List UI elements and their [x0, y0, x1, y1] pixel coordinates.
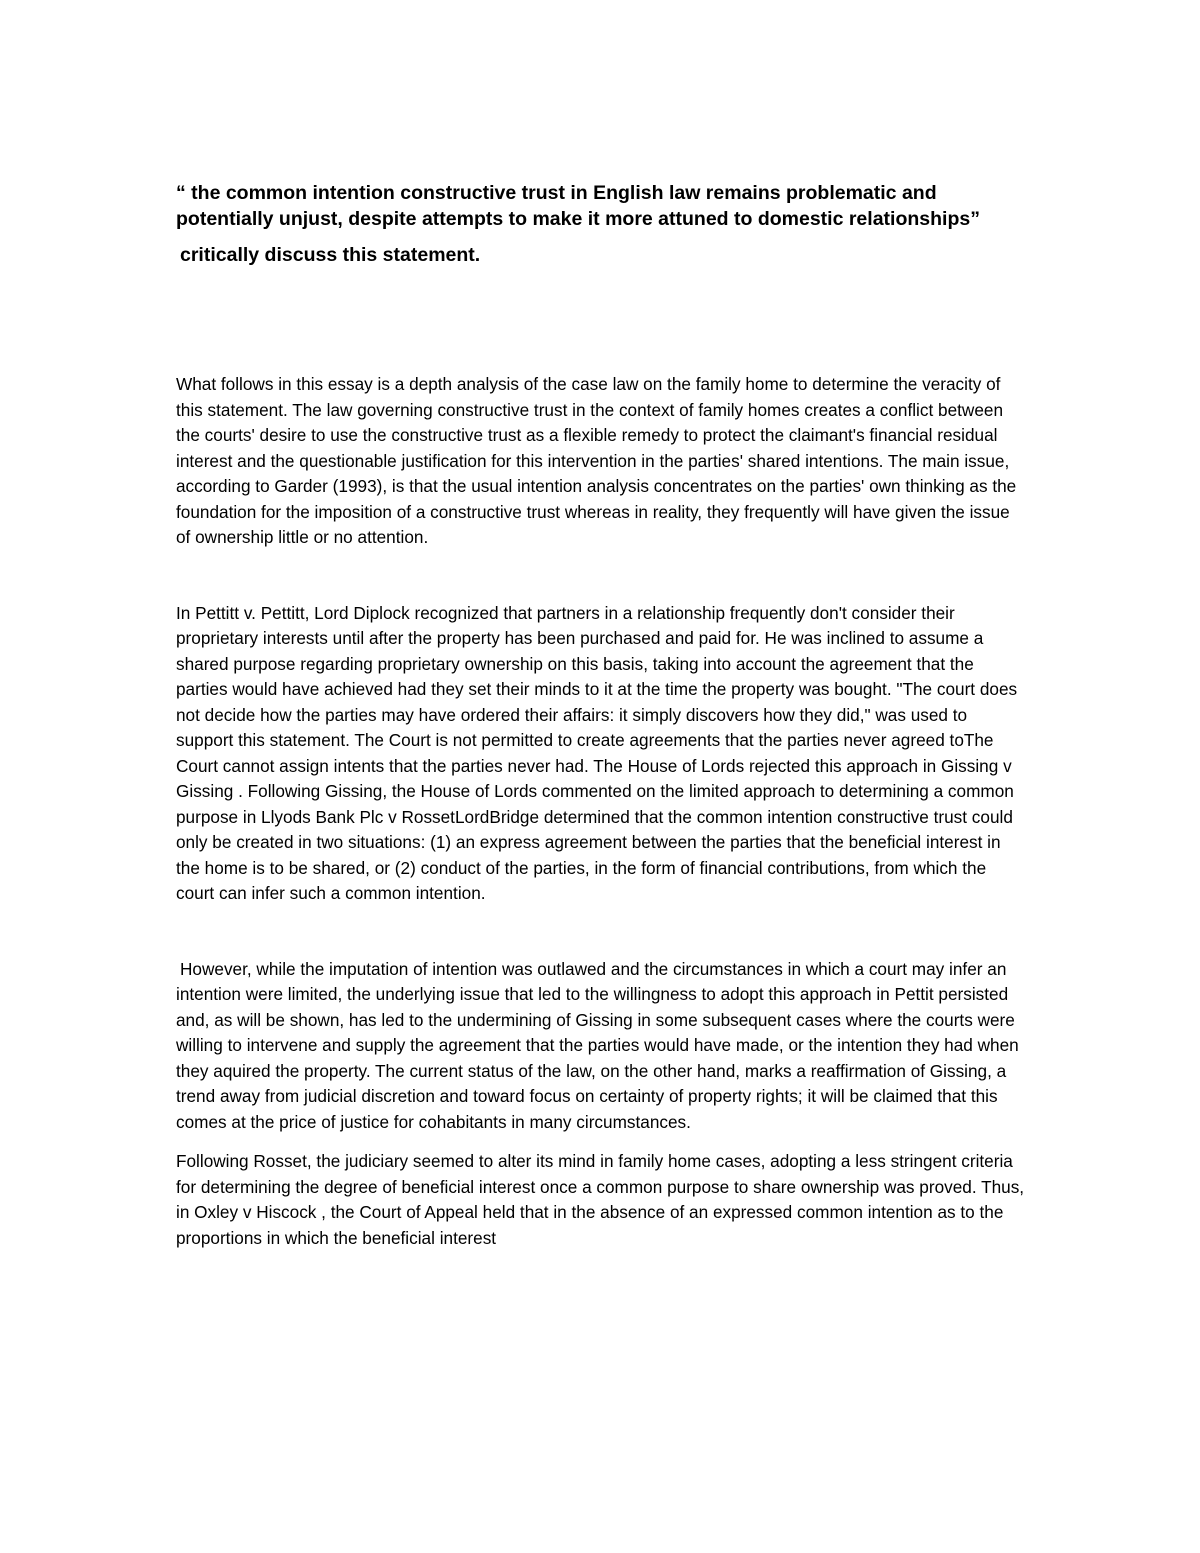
paragraph-rosset: Following Rosset, the judiciary seemed to alter its mind in family home cases, adopting a less stringent criteria for determining the degree of beneficial interest once a common purpose to share ownership was proved. Thus, in Oxley v Hiscock , the Court of Appeal held that in the absence of an expressed common intention as to the proportions in which the beneficial interest	[176, 1151, 1025, 1248]
paragraph-intro: What follows in this essay is a depth analysis of the case law on the family home to determine the veracity of this statement. The law governing constructive trust in the context of family homes creates a conflict between the courts' desire to use the constructive trust as a flexible remedy to protect the claimant's financial residual interest and the questionable justification for this intervention in the parties' shared intentions. The main issue, according to Garder (1993), is that the usual intention analysis concentrates on the parties' own thinking as the foundation for the imposition of a constructive trust whereas in reality, they frequently will have given the issue of ownership little or no attention.	[176, 374, 1017, 547]
document-body	[176, 180, 1026, 1251]
paragraph-however: However, while the imputation of intention was outlawed and the circumstances in which a court may infer an intention were limited, the underlying issue that led to the willingness to adopt this approach in Pettit persisted and, as will be shown, has led to the undermining of Gissing in some subsequent cases where the courts were willing to intervene and supply the agreement that the parties would have made, or the intention they had when they aquired the property. The current status of the law, on the other hand, marks a reaffirmation of Gissing, a trend away from judicial discretion and toward focus on certainty of property rights; it will be claimed that this comes at the price of justice for cohabitants in many circumstances.	[176, 958, 1019, 1132]
paragraph-pettitt: In Pettitt v. Pettitt, Lord Diplock recognized that partners in a relationship frequently don't consider their proprietary interests until after the property has been purchased and paid for. He was inclined to assume a shared purpose regarding proprietary ownership on this basis, taking into account the agreement that the parties would have achieved had they set their minds to it at the time the property was bought. "The court does not decide how the parties may have ordered their affairs: it simply discovers how they did," was used to support this statement. The Court is not permitted to create agreements that the parties never agreed toThe Court cannot assign intents that the parties never had. The House of Lords rejected this approach in Gissing v Gissing . Following Gissing, the House of Lords commented on the limited approach to determining a common purpose in Llyods Bank Plc v RossetLordBridge determined that the common intention constructive trust could only be created in two situations: (1) an express agreement between the parties that the beneficial interest in the home is to be shared, or (2) conduct of the parties, in the form of financial contributions, from which the court can infer such a common intention.	[176, 602, 1018, 903]
essay-title: “ the common intention constructive trust in English law remains problematic and potentially unjust, despite attempts to make it more attuned to domestic relationships”	[176, 182, 980, 230]
essay-instruction: critically discuss this statement.	[180, 244, 481, 266]
